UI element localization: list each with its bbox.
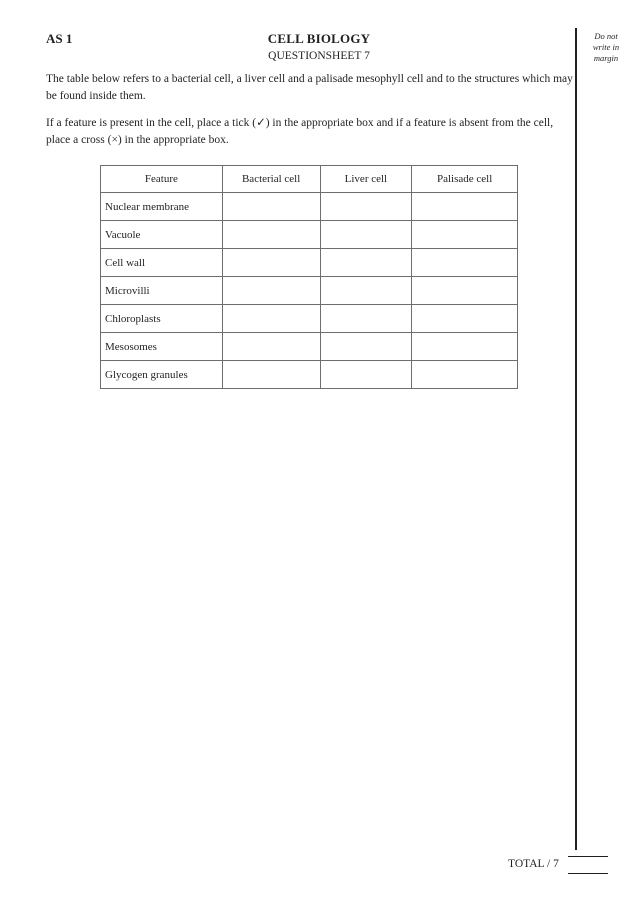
answer-box-palisade[interactable] [412, 193, 518, 221]
page-title: CELL BIOLOGY [267, 31, 371, 46]
header-bacterial-cell: Bacterial cell [222, 166, 320, 193]
table-row [101, 305, 518, 333]
answer-box-liver[interactable] [320, 221, 412, 249]
answer-box-bacterial[interactable] [222, 333, 320, 361]
answer-box-liver[interactable] [320, 305, 412, 333]
answer-box-bacterial[interactable] [222, 277, 320, 305]
feature-label: Glycogen granules [101, 361, 223, 389]
answer-box-palisade[interactable] [412, 361, 518, 389]
table-row [101, 333, 518, 361]
question-intro: The table below refers to a bacterial cell, a liver cell and a palisade mesophyll cell and to the structures which may be found inside them. [46, 73, 573, 102]
total-line-top [568, 856, 608, 857]
questionsheet-subtitle: QUESTIONSHEET 7 [268, 50, 370, 62]
header-liver-cell: Liver cell [320, 166, 412, 193]
table-row [101, 221, 518, 249]
table-row [101, 361, 518, 389]
margin-note-line: Do not [594, 31, 618, 41]
question-instruction: If a feature is present in the cell, place a tick (✓) in the appropriate box and if a feature is absent from the cell, place a cross (×) in the appropriate box. [46, 117, 554, 146]
total-label: TOTAL / 7 [508, 858, 559, 870]
answer-box-liver[interactable] [320, 333, 412, 361]
margin-note-line: margin [593, 53, 619, 63]
answer-box-liver[interactable] [320, 249, 412, 277]
feature-label: Chloroplasts [101, 305, 223, 333]
table-row [101, 193, 518, 221]
feature-label: Mesosomes [101, 333, 223, 361]
margin-note-line: write in [592, 42, 620, 52]
feature-label: Microvilli [101, 277, 223, 305]
feature-label: Cell wall [101, 249, 223, 277]
answer-box-bacterial[interactable] [222, 193, 320, 221]
table-row [101, 277, 518, 305]
answer-box-liver[interactable] [320, 361, 412, 389]
answer-box-liver[interactable] [320, 277, 412, 305]
table-header-row [101, 166, 518, 193]
header-palisade-cell: Palisade cell [412, 166, 518, 193]
table-row [101, 249, 518, 277]
margin-divider [575, 28, 577, 850]
answer-box-bacterial[interactable] [222, 305, 320, 333]
answer-box-palisade[interactable] [412, 333, 518, 361]
answer-box-bacterial[interactable] [222, 221, 320, 249]
answer-box-palisade[interactable] [412, 305, 518, 333]
answer-box-bacterial[interactable] [222, 249, 320, 277]
answer-box-palisade[interactable] [412, 221, 518, 249]
total-score-box[interactable] [568, 873, 608, 874]
answer-box-bacterial[interactable] [222, 361, 320, 389]
margin-note [575, 31, 637, 64]
answer-box-palisade[interactable] [412, 249, 518, 277]
feature-label: Nuclear membrane [101, 193, 223, 221]
answer-box-palisade[interactable] [412, 277, 518, 305]
section-label: AS 1 [46, 31, 73, 46]
feature-label: Vacuole [101, 221, 223, 249]
header-feature: Feature [101, 166, 223, 193]
answer-box-liver[interactable] [320, 193, 412, 221]
feature-table [100, 165, 518, 389]
